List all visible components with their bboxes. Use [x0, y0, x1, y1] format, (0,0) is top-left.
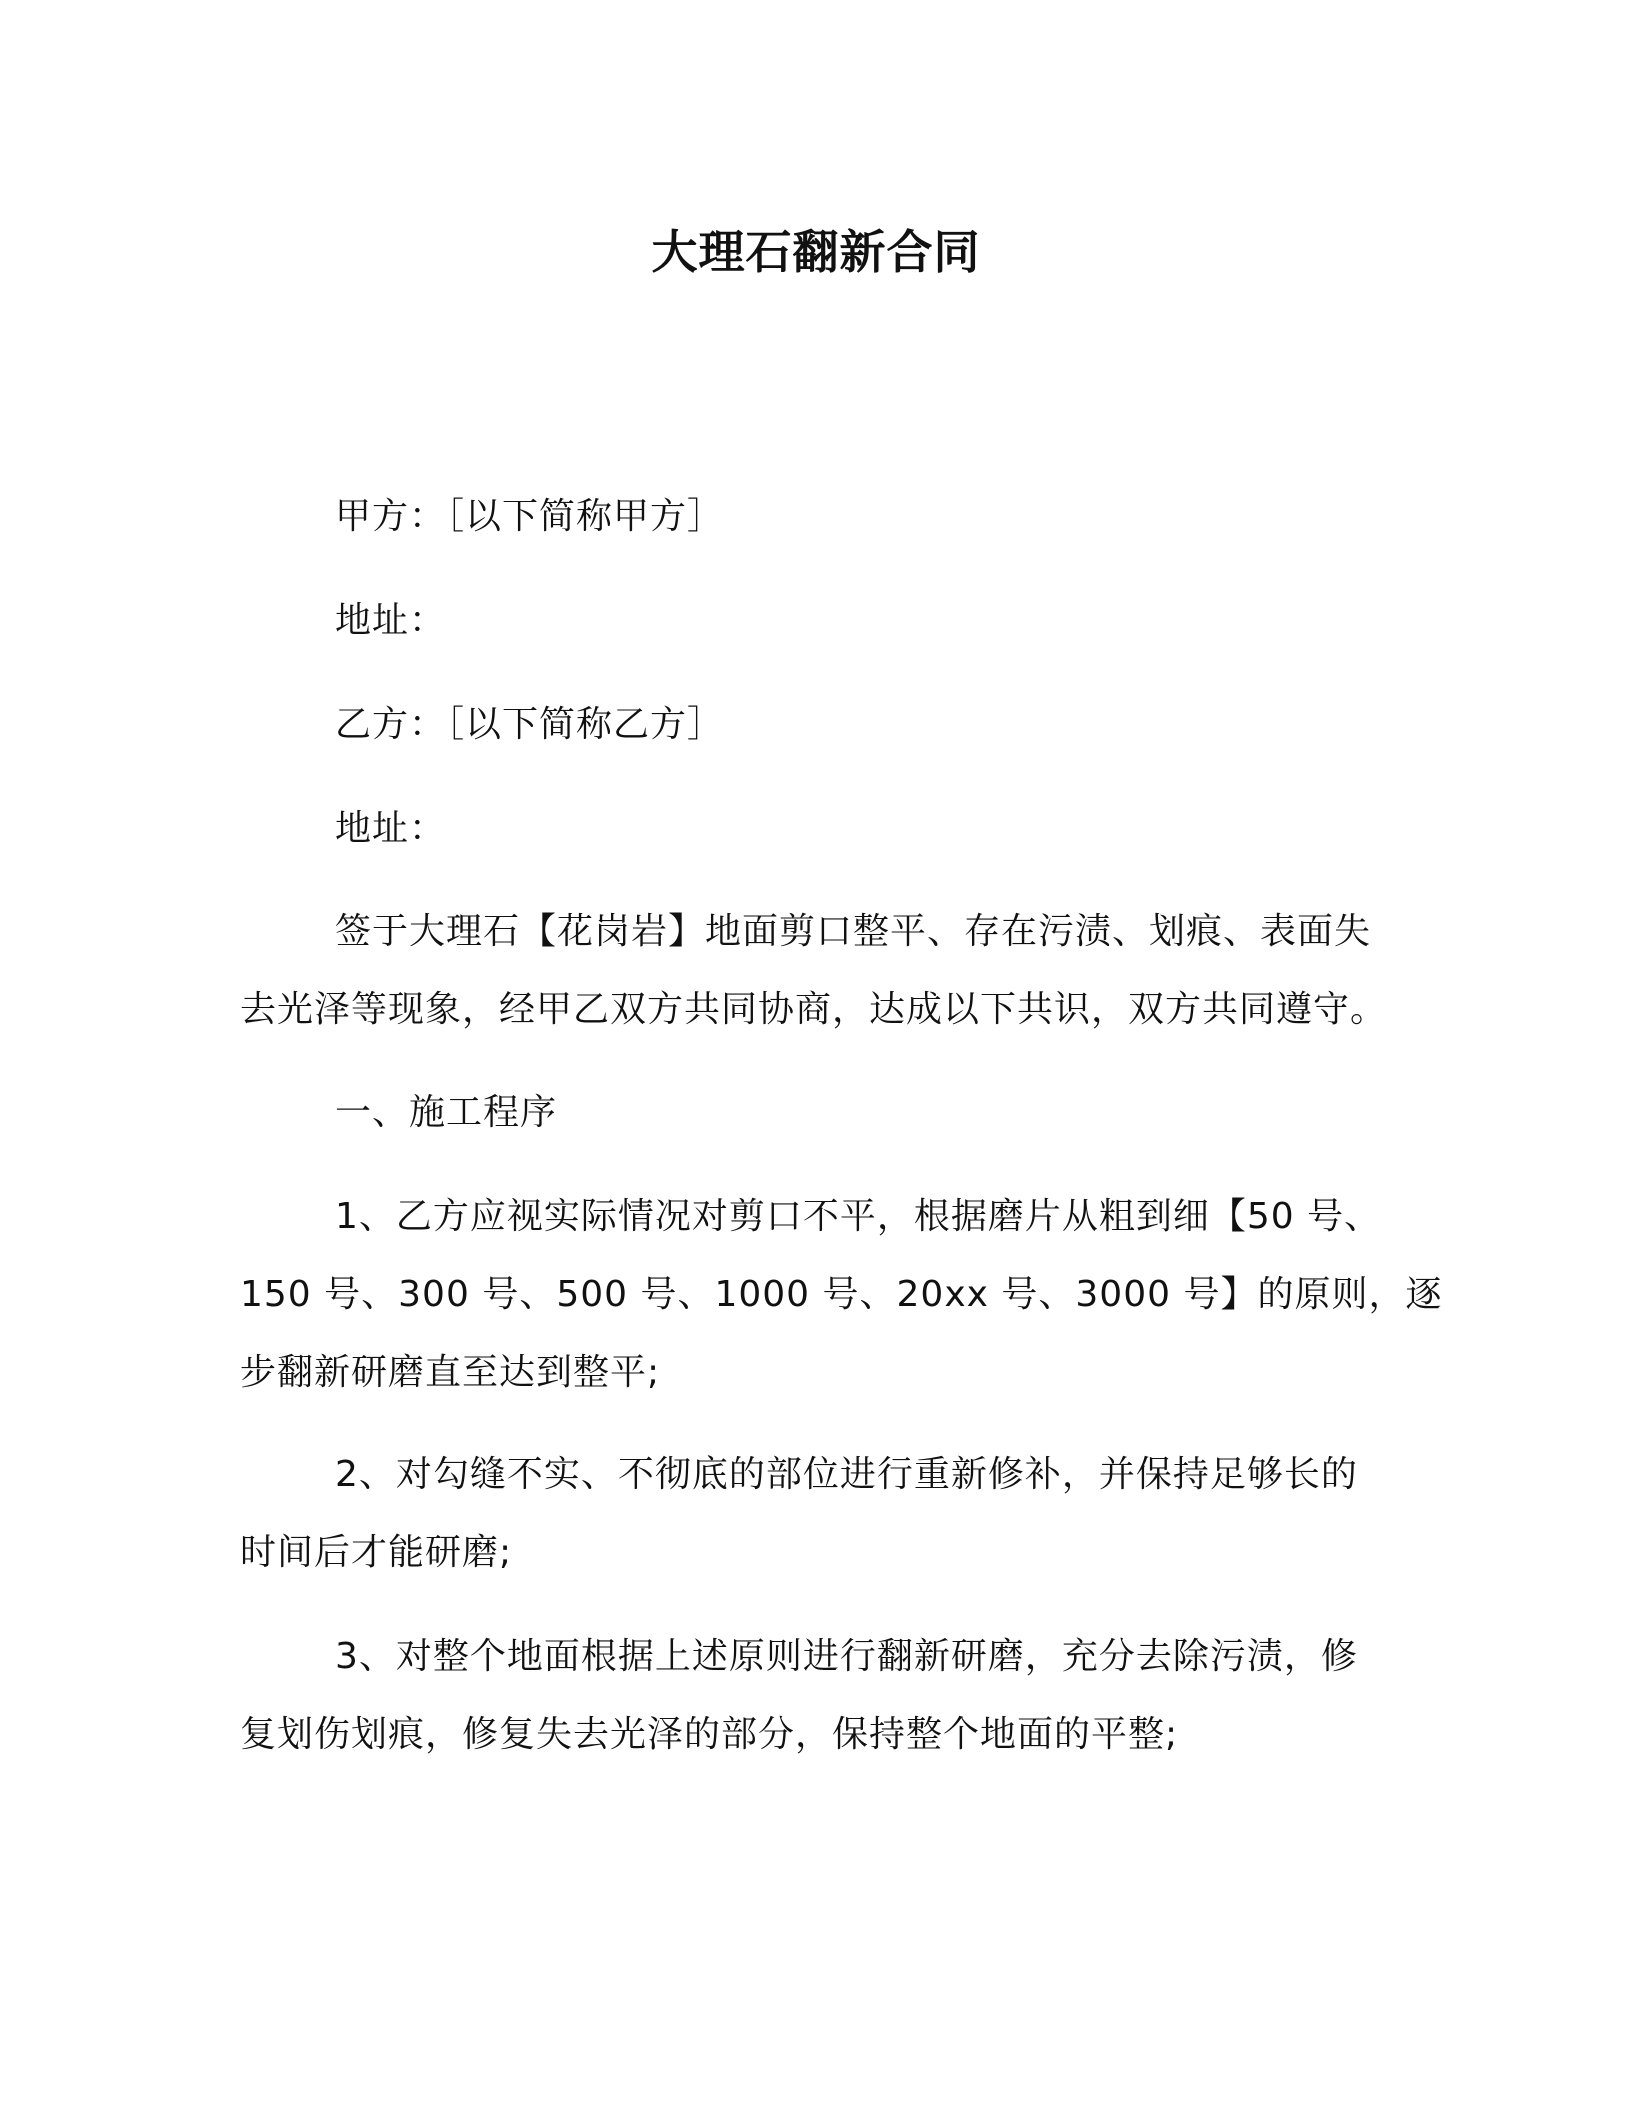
party-a-address: 地址： — [335, 600, 447, 641]
intro-paragraph — [240, 893, 1388, 1049]
document-title: 大理石翻新合同 — [651, 225, 981, 279]
item-2-line-1: 2、对勾缝不实、不彻底的部位进行重新修补，并保持足够长的 — [335, 1454, 1358, 1495]
party-b-address: 地址： — [335, 808, 447, 849]
item-1-line-3: 步翻新研磨直至达到整平; — [240, 1352, 661, 1393]
party-b-address-line — [240, 790, 1370, 868]
item-3-line-1: 3、对整个地面根据上述原则进行翻新研磨，充分去除污渍，修 — [335, 1636, 1358, 1677]
party-b: 乙方：［以下简称乙方］ — [335, 704, 725, 745]
item-1-line-2: 150 号、300 号、500 号、1000 号、20xx 号、3000 号】的原则，逐 — [240, 1274, 1443, 1315]
party-a-line — [240, 478, 1370, 556]
party-a: 甲方：［以下简称甲方］ — [335, 496, 725, 537]
item-3-line-2: 复划伤划痕，修复失去光泽的部分，保持整个地面的平整; — [240, 1714, 1179, 1755]
section-1-heading-line — [240, 1074, 1370, 1152]
item-1-paragraph — [240, 1178, 1443, 1412]
section-1-heading: 一、施工程序 — [335, 1092, 558, 1133]
intro-line-1: 签于大理石【花岗岩】地面剪口整平、存在污渍、划痕、表面失 — [335, 911, 1372, 952]
intro-line-2: 去光泽等现象，经甲乙双方共同协商，达成以下共识，双方共同遵守。 — [240, 989, 1388, 1030]
item-1-line-1: 1、乙方应视实际情况对剪口不平，根据磨片从粗到细【50 号、 — [335, 1196, 1382, 1237]
item-2-paragraph — [240, 1436, 1370, 1592]
item-2-line-2: 时间后才能研磨; — [240, 1532, 513, 1573]
party-a-address-line — [240, 582, 1370, 660]
party-b-line — [240, 686, 1370, 764]
item-3-paragraph — [240, 1618, 1370, 1774]
